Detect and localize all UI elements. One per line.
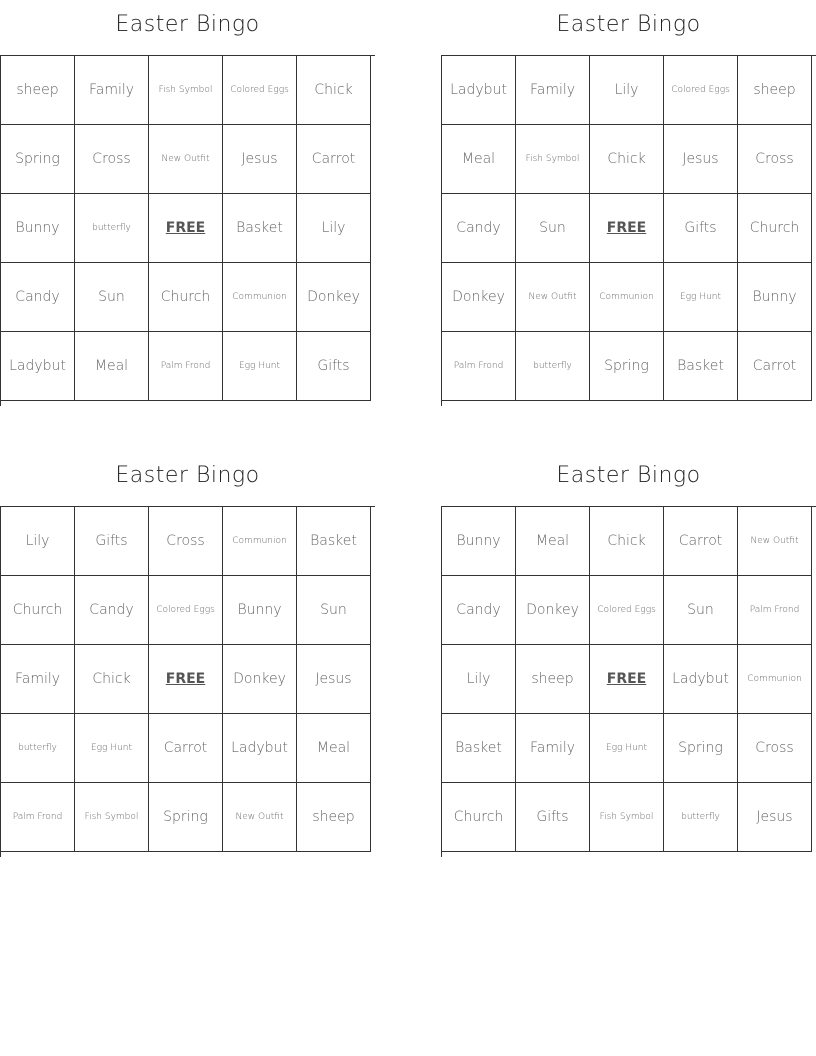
bingo-cell: Meal	[442, 125, 516, 194]
card-title: Easter Bingo	[556, 463, 701, 488]
bingo-cell: Chick	[75, 645, 149, 714]
bingo-cell: Sun	[516, 194, 590, 263]
bingo-cell: Ladybut	[223, 714, 297, 783]
bingo-card-4	[441, 451, 816, 857]
bingo-cell: Sun	[297, 576, 371, 645]
bingo-cell: butterfly	[516, 332, 590, 401]
bingo-cell: Church	[1, 576, 75, 645]
bingo-cell: Spring	[1, 125, 75, 194]
bingo-cell: Jesus	[664, 125, 738, 194]
bingo-cell: Spring	[590, 332, 664, 401]
bingo-cell: butterfly	[664, 783, 738, 852]
bingo-cell: Carrot	[149, 714, 223, 783]
bingo-cell: Colored Eggs	[223, 56, 297, 125]
bingo-cell: Palm Frond	[738, 576, 812, 645]
bingo-cell: Candy	[75, 576, 149, 645]
bingo-cell: Family	[516, 714, 590, 783]
bingo-card-2	[441, 0, 816, 406]
bingo-cell: Jesus	[738, 783, 812, 852]
bingo-cell: Chick	[590, 125, 664, 194]
bingo-cell: sheep	[1, 56, 75, 125]
bingo-cell: Fish Symbol	[516, 125, 590, 194]
bingo-cell: Communion	[738, 645, 812, 714]
bingo-cell: Egg Hunt	[223, 332, 297, 401]
bingo-cell: Donkey	[516, 576, 590, 645]
bingo-cell: Carrot	[297, 125, 371, 194]
bingo-cell: Spring	[149, 783, 223, 852]
free-space: FREE	[590, 194, 664, 263]
bingo-cell: New Outfit	[149, 125, 223, 194]
bingo-cell: Church	[442, 783, 516, 852]
bingo-cell: Egg Hunt	[664, 263, 738, 332]
bingo-cell: Spring	[664, 714, 738, 783]
bingo-cell: Meal	[297, 714, 371, 783]
bingo-cell: butterfly	[75, 194, 149, 263]
bingo-cell: Lily	[1, 507, 75, 576]
bingo-cell: Candy	[442, 194, 516, 263]
bingo-cell: Gifts	[297, 332, 371, 401]
bingo-cell: Ladybut	[664, 645, 738, 714]
bingo-card-1	[0, 0, 375, 406]
bingo-cell: Cross	[738, 714, 812, 783]
bingo-cell: Egg Hunt	[75, 714, 149, 783]
bingo-cell: Family	[1, 645, 75, 714]
bingo-cell: Fish Symbol	[149, 56, 223, 125]
bingo-grid	[441, 55, 816, 406]
bingo-cell: New Outfit	[738, 507, 812, 576]
bingo-cell: sheep	[516, 645, 590, 714]
bingo-cell: Carrot	[738, 332, 812, 401]
bingo-cell: Cross	[75, 125, 149, 194]
bingo-cell: Chick	[297, 56, 371, 125]
bingo-cell: Colored Eggs	[149, 576, 223, 645]
bingo-cell: Communion	[590, 263, 664, 332]
bingo-cell: Church	[149, 263, 223, 332]
bingo-cell: Basket	[223, 194, 297, 263]
bingo-cell: Basket	[442, 714, 516, 783]
bingo-cell: Lily	[297, 194, 371, 263]
bingo-cell: Communion	[223, 263, 297, 332]
bingo-cell: Jesus	[297, 645, 371, 714]
bingo-cell: Cross	[738, 125, 812, 194]
bingo-cell: Meal	[516, 507, 590, 576]
bingo-cell: Donkey	[223, 645, 297, 714]
bingo-cell: Fish Symbol	[75, 783, 149, 852]
bingo-cell: Palm Frond	[149, 332, 223, 401]
free-space: FREE	[149, 194, 223, 263]
bingo-cell: Cross	[149, 507, 223, 576]
card-title: Easter Bingo	[115, 463, 260, 488]
bingo-cell: Lily	[442, 645, 516, 714]
bingo-cell: Gifts	[664, 194, 738, 263]
bingo-cell: Lily	[590, 56, 664, 125]
bingo-cell: Sun	[75, 263, 149, 332]
bingo-cell: New Outfit	[223, 783, 297, 852]
bingo-cell: Jesus	[223, 125, 297, 194]
card-title: Easter Bingo	[115, 12, 260, 37]
bingo-cell: Candy	[442, 576, 516, 645]
bingo-cell: Carrot	[664, 507, 738, 576]
bingo-cell: Colored Eggs	[590, 576, 664, 645]
bingo-cell: Bunny	[442, 507, 516, 576]
bingo-cell: Bunny	[223, 576, 297, 645]
bingo-grid	[441, 506, 816, 857]
card-title: Easter Bingo	[556, 12, 701, 37]
bingo-cell: butterfly	[1, 714, 75, 783]
bingo-cell: sheep	[297, 783, 371, 852]
bingo-cell: Donkey	[442, 263, 516, 332]
bingo-cell: Communion	[223, 507, 297, 576]
bingo-cell: Palm Frond	[1, 783, 75, 852]
bingo-cell: Gifts	[75, 507, 149, 576]
bingo-cell: Donkey	[297, 263, 371, 332]
bingo-cell: Egg Hunt	[590, 714, 664, 783]
bingo-grid	[0, 55, 375, 406]
bingo-cell: Bunny	[738, 263, 812, 332]
bingo-card-3	[0, 451, 375, 857]
bingo-cell: Fish Symbol	[590, 783, 664, 852]
bingo-cell: Chick	[590, 507, 664, 576]
bingo-cell: New Outfit	[516, 263, 590, 332]
bingo-cell: sheep	[738, 56, 812, 125]
free-space: FREE	[149, 645, 223, 714]
bingo-cell: Palm Frond	[442, 332, 516, 401]
bingo-cell: Sun	[664, 576, 738, 645]
bingo-cell: Ladybut	[442, 56, 516, 125]
free-space: FREE	[590, 645, 664, 714]
bingo-cell: Colored Eggs	[664, 56, 738, 125]
bingo-cell: Church	[738, 194, 812, 263]
bingo-cell: Meal	[75, 332, 149, 401]
bingo-cell: Family	[75, 56, 149, 125]
bingo-cell: Bunny	[1, 194, 75, 263]
bingo-cell: Basket	[664, 332, 738, 401]
bingo-cell: Family	[516, 56, 590, 125]
bingo-grid	[0, 506, 375, 857]
bingo-cell: Ladybut	[1, 332, 75, 401]
bingo-cell: Candy	[1, 263, 75, 332]
bingo-cell: Basket	[297, 507, 371, 576]
bingo-cell: Gifts	[516, 783, 590, 852]
